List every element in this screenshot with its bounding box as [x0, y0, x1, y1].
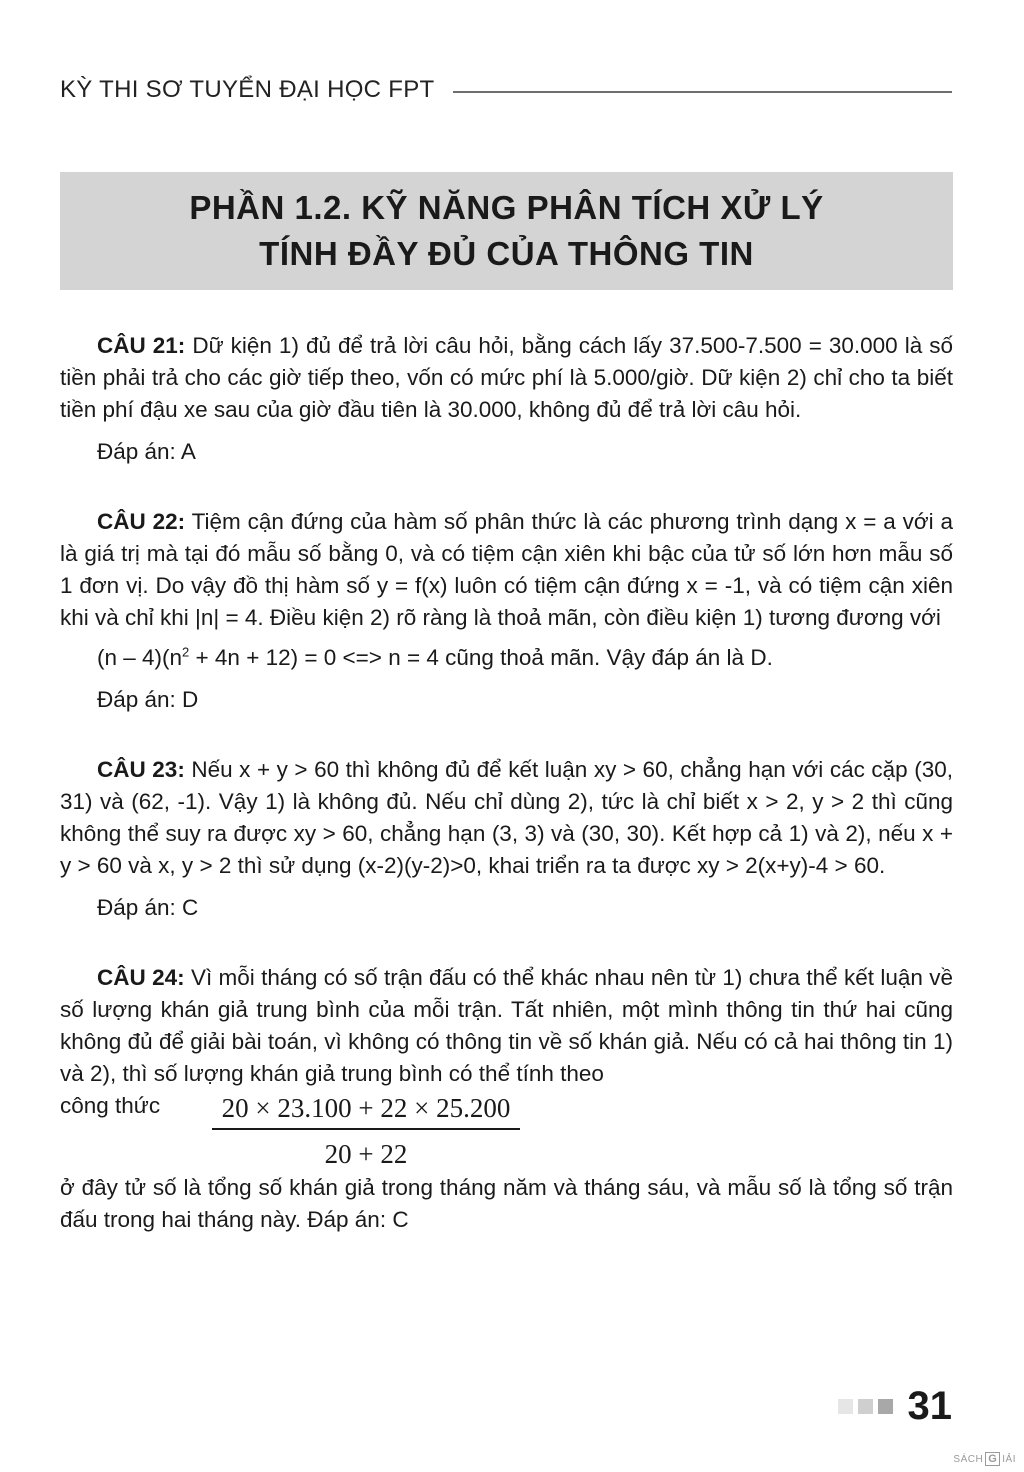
question-23-label: CÂU 23: [97, 757, 185, 782]
question-21-text: Dữ kiện 1) đủ để trả lời câu hỏi, bằng cách lấy 37.500-7.500 = 30.000 là số tiền phải trả cho các giờ tiếp theo, vốn có mức phí là 5.000/giờ. Dữ kiện 2) chỉ cho ta biết tiền phí đậu xe sau của giờ đầu tiên là 30.000, không đủ để trả lời câu hỏi. [60, 333, 953, 422]
watermark-left: SÁCH [953, 1453, 984, 1465]
question-22-label: CÂU 22: [97, 509, 186, 534]
question-23-answer: Đáp án: C [97, 895, 199, 920]
question-21-label: CÂU 21: [97, 333, 186, 358]
decor-square-1 [838, 1399, 853, 1414]
question-23 [60, 754, 953, 882]
running-header-title: KỲ THI SƠ TUYỂN ĐẠI HỌC FPT [60, 76, 435, 103]
watermark-right: IẢI [1002, 1453, 1016, 1465]
section-title-line-1: PHẦN 1.2. KỸ NĂNG PHÂN TÍCH XỬ LÝ [189, 189, 824, 226]
decor-square-2 [858, 1399, 873, 1414]
formula-numerator: 20 × 23.100 + 22 × 25.200 [221, 1093, 511, 1123]
header-rule [453, 91, 952, 93]
page-number: 31 [907, 1384, 952, 1428]
page-content [60, 330, 953, 1236]
question-24-label: CÂU 24: [97, 965, 185, 990]
question-24-conclusion: ở đây tử số là tổng số khán giả trong tháng năm và tháng sáu, và mẫu số là tổng số trận đấu trong hai tháng này. Đáp án: C [60, 1175, 953, 1232]
decor-square-3 [878, 1399, 893, 1414]
watermark-g-box: G [985, 1452, 1000, 1466]
question-23-text: Nếu x + y > 60 thì không đủ để kết luận xy > 60, chẳng hạn với các cặp (30, 31) và (62, -1). Vậy 1) là không đủ. Nếu chỉ dùng 2), tức là chỉ biết x > 2, y > 2 thì cũng không thể suy ra được xy > 60, chẳng hạn (3, 3) và (30, 30). Kết hợp cả 1) và 2), nếu x + y > 60 và x, y > 2 thì sử dụng (x-2)(y-2)>0, khai triển ra ta được xy > 2(x+y)-4 > 60. [60, 757, 953, 878]
formula-denominator: 20 + 22 [324, 1139, 408, 1169]
formula-lead-text: công thức [60, 1093, 161, 1118]
section-banner [60, 172, 953, 290]
question-22 [60, 506, 953, 634]
equation-part-2: + 4n + 12) = 0 <=> n = 4 cũng thoả mãn. Vậy đáp án là D. [189, 645, 773, 670]
equation-part-1: (n – 4)(n [97, 645, 183, 670]
average-formula [212, 1090, 520, 1172]
question-21 [60, 330, 953, 426]
fraction-bar [212, 1128, 520, 1130]
question-22-text: Tiệm cận đứng của hàm số phân thức là các phương trình dạng x = a với a là giá trị mà tại đó mẫu số bằng 0, và có tiệm cận xiên khi bậc của tử số lớn hơn mẫu số 1 đơn vị. Do vậy đồ thị hàm số y = f(x) luôn có tiệm cận đứng x = -1, và có tiệm cận xiên khi và chỉ khi |n| = 4. Điều kiện 2) rõ ràng là thoả mãn, còn điều kiện 1) tương đương với [60, 509, 953, 630]
section-title-line-2: TÍNH ĐẦY ĐỦ CỦA THÔNG TIN [259, 235, 754, 272]
publisher-watermark [953, 1452, 1016, 1466]
question-22-equation [60, 642, 953, 674]
page-number-marker [838, 1384, 953, 1429]
question-22-answer: Đáp án: D [97, 687, 199, 712]
question-24-text: Vì mỗi tháng có số trận đấu có thể khác nhau nên từ 1) chưa thể kết luận về số lượng khán giả trung bình của mỗi trận. Tất nhiên, một mình thông tin thứ hai cũng không đủ để giải bài toán, vì không có thông tin về số khán giả. Nếu có cả hai thông tin 1) và 2), thì số lượng khán giả trung bình có thể tính theo [60, 965, 953, 1086]
running-header [60, 76, 952, 104]
question-24 [60, 962, 953, 1090]
question-21-answer: Đáp án: A [97, 439, 196, 464]
question-24-formula-row [60, 1090, 953, 1172]
equation-exponent: 2 [182, 644, 190, 660]
